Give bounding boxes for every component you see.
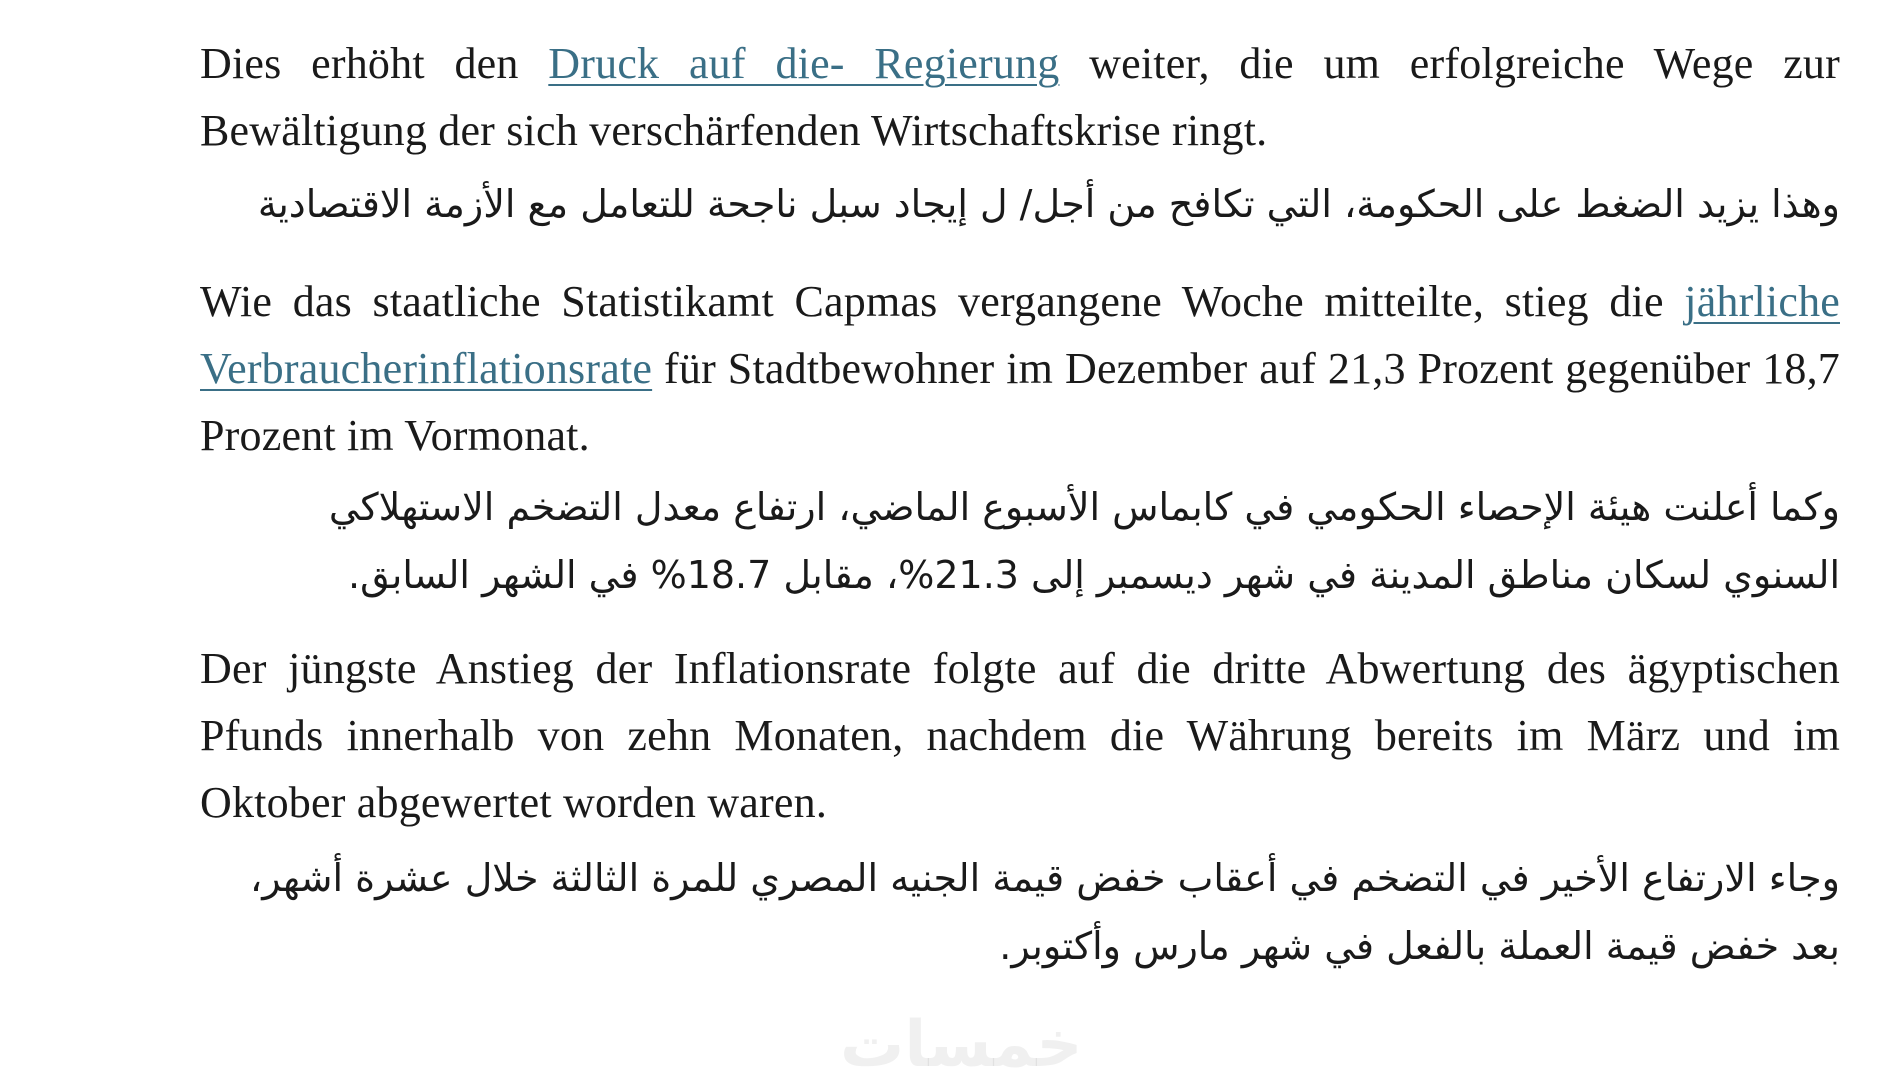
paragraph-arabic-2: وكما أعلنت هيئة الإحصاء الحكومي في كابماس الأسبوع الماضي، ارتفاع معدل التضخم الاستهلاكي السنوي لسكان مناطق المدينة في شهر ديسمبر إلى 21.3%، مقابل 18.7% في الشهر السابق.: [328, 485, 1840, 597]
paragraph-german-1-start: Dies erhöht den: [200, 39, 549, 88]
paragraph-german-1-end: weiter, die um erfolgreiche Wege zur Bewältigung der sich verschärfenden Wirtschaftskrise ringt.: [200, 39, 1840, 155]
paragraph-arabic-3: وجاء الارتفاع الأخير في التضخم في أعقاب خفض قيمة الجنيه المصري للمرة الثالثة خلال عشرة أشهر، بعد خفض قيمة العملة بالفعل في شهر مارس وأكتوبر.: [249, 856, 1840, 968]
paragraph-german-2: [200, 268, 1840, 469]
paragraph-german-2-end: für Stadtbewohner im Dezember auf 21,3 Prozent gegenüber 18,7 Prozent im Vormonat.: [200, 344, 1840, 460]
document-body: [200, 30, 1840, 980]
link-jaehrliche-verbraucherinflationsrate[interactable]: jährliche Verbraucherinflationsrate: [200, 277, 1840, 393]
link-druck-auf-die-regierung[interactable]: Druck auf die- Regierung: [548, 39, 1060, 88]
paragraph-german-1: [200, 30, 1840, 164]
paragraph-arabic-1: وهذا يزيد الضغط على الحكومة، التي تكافح من أجل/ ل إيجاد سبل ناجحة للتعامل مع الأزمة الاقتصادية: [257, 182, 1840, 226]
paragraph-german-2-start: Wie das staatliche Statistikamt Capmas vergangene Woche mitteilte, stieg die: [200, 277, 1685, 326]
watermark-logo: خمسات: [840, 1008, 1083, 1080]
paragraph-german-3: Der jüngste Anstieg der Inflationsrate folgte auf die dritte Abwertung des ägyptischen Pfunds innerhalb von zehn Monaten, nachdem die Währung bereits im März und im Oktober abgewertet worden waren.: [200, 644, 1840, 827]
